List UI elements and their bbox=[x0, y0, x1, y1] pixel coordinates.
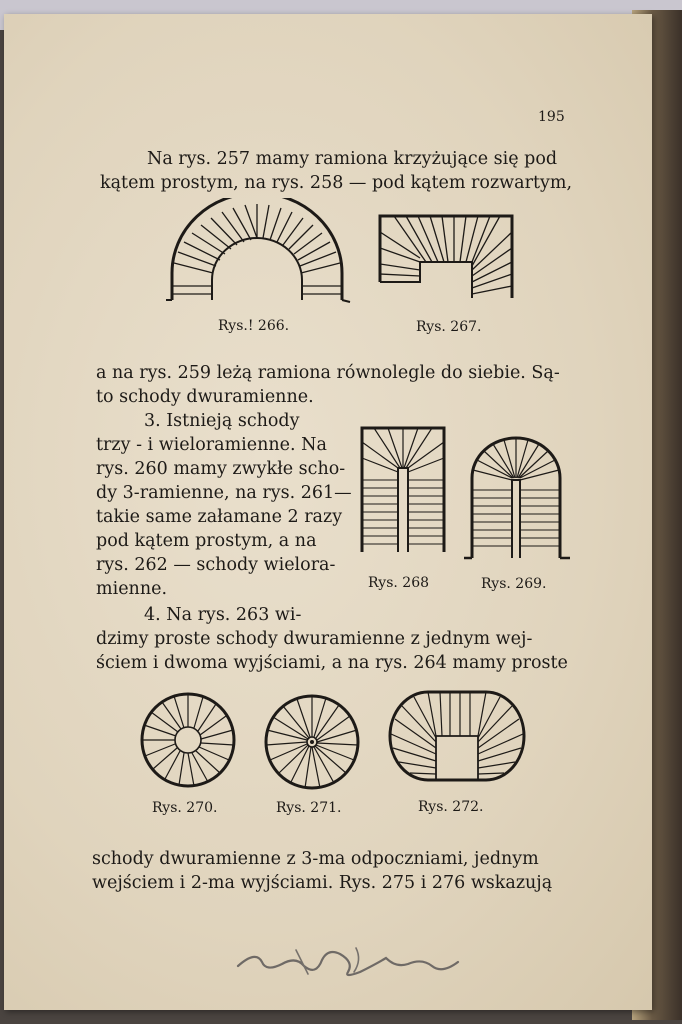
text-line: schody dwuramienne z 3-ma odpoczniami, jednym bbox=[92, 849, 539, 869]
book-page bbox=[4, 14, 652, 1010]
figure-270-spiral-stair bbox=[138, 690, 238, 790]
text-line: dzimy proste schody dwuramienne z jednym wej- bbox=[96, 629, 533, 649]
figure-271-spiral-stair bbox=[262, 692, 362, 792]
text-line: 3. Istnieją schody bbox=[144, 411, 300, 431]
text-line: dy 3-ramienne, na rys. 261— bbox=[96, 483, 352, 503]
caption-272: Rys. 272. bbox=[418, 799, 484, 815]
figure-267-rectangular-stair bbox=[376, 212, 518, 302]
figure-268-three-flight-stair bbox=[358, 424, 448, 556]
caption-270: Rys. 270. bbox=[152, 800, 218, 816]
text-line: kątem prostym, na rys. 258 — pod kątem rozwartym, bbox=[100, 173, 573, 193]
text-line: pod kątem prostym, a na bbox=[96, 531, 317, 551]
figure-266-semicircular-stair bbox=[162, 198, 352, 308]
caption-266: Rys.! 266. bbox=[218, 318, 290, 334]
text-line: to schody dwuramienne. bbox=[96, 387, 314, 407]
figure-269-arched-stair bbox=[462, 434, 574, 562]
text-line: rys. 260 mamy zwykłe scho- bbox=[96, 459, 346, 479]
text-line: Na rys. 257 mamy ramiona krzyżujące się pod bbox=[147, 149, 558, 169]
page-number: 195 bbox=[538, 109, 565, 125]
caption-271: Rys. 271. bbox=[276, 800, 342, 816]
text-line: takie same załamane 2 razy bbox=[96, 507, 343, 527]
text-line: a na rys. 259 leżą ramiona równolegle do siebie. Są- bbox=[96, 363, 560, 383]
caption-269: Rys. 269. bbox=[481, 576, 547, 592]
caption-268: Rys. 268 bbox=[368, 575, 430, 591]
text-line: trzy - i wieloramienne. Na bbox=[96, 435, 327, 455]
text-line: rys. 262 — schody wielora- bbox=[96, 555, 336, 575]
figure-272-oval-stair bbox=[388, 686, 526, 786]
text-line: 4. Na rys. 263 wi- bbox=[144, 605, 302, 625]
text-line: wejściem i 2-ma wyjściami. Rys. 275 i 276 wskazują bbox=[92, 873, 553, 893]
text-line: mienne. bbox=[96, 579, 168, 599]
pencil-signature-scribble bbox=[236, 942, 466, 982]
text-line: ściem i dwoma wyjściami, a na rys. 264 mamy proste bbox=[96, 653, 568, 673]
caption-267: Rys. 267. bbox=[416, 319, 482, 335]
